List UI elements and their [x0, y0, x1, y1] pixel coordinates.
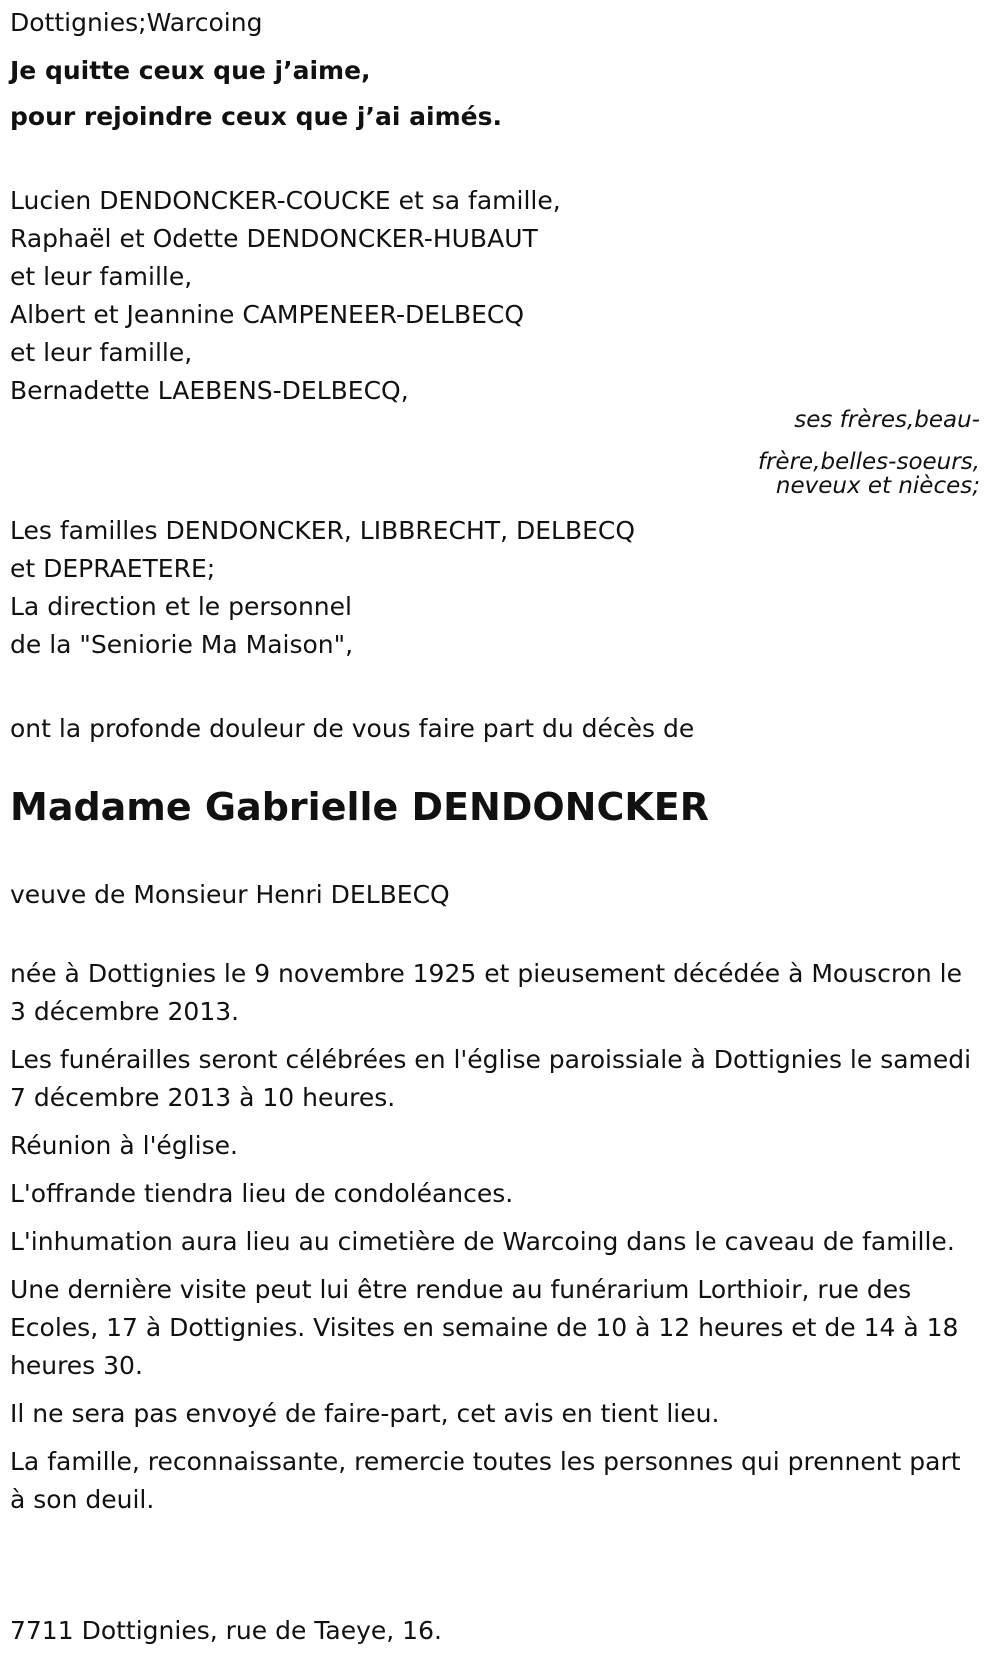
- family-line: Albert et Jeannine CAMPENEER-DELBECQ: [10, 300, 525, 329]
- relation-line-2: frère,belles-soeurs,: [757, 449, 980, 475]
- announcement-text: ont la profonde douleur de vous faire part du décès de: [10, 714, 695, 743]
- detail-paragraph: L'offrande tiendra lieu de condoléances.: [10, 1179, 514, 1208]
- family-line: et leur famille,: [10, 262, 193, 291]
- motto-line-1: Je quitte ceux que j’aime,: [10, 56, 371, 85]
- widow-of-text: veuve de Monsieur Henri DELBECQ: [10, 880, 450, 909]
- deceased-name: Madame Gabrielle DENDONCKER: [10, 785, 710, 829]
- detail-paragraph: née à Dottignies le 9 novembre 1925 et pieusement décédée à Mouscron le 3 décembre 2013.: [10, 959, 962, 1026]
- mourner-line: Les familles DENDONCKER, LIBBRECHT, DELBECQ: [10, 516, 636, 545]
- detail-paragraph: L'inhumation aura lieu au cimetière de Warcoing dans le caveau de famille.: [10, 1227, 955, 1256]
- detail-paragraph: Une dernière visite peut lui être rendue au funérarium Lorthioir, rue des Ecoles, 17 à Dottignies. Visites en semaine de 10 à 12 heures et de 14 à 18 heures 30.: [10, 1275, 959, 1380]
- relation-line-3: neveux et nièces;: [775, 473, 980, 499]
- detail-paragraph: Il ne sera pas envoyé de faire-part, cet avis en tient lieu.: [10, 1399, 720, 1428]
- location-header: Dottignies;Warcoing: [10, 8, 263, 37]
- widow-of: [10, 876, 970, 914]
- address-text: 7711 Dottignies, rue de Taeye, 16.: [10, 1616, 442, 1645]
- funeral-details: [10, 955, 980, 1529]
- motto-line-2: pour rejoindre ceux que j’ai aimés.: [10, 102, 502, 131]
- announcement: [10, 710, 970, 748]
- address: [10, 1612, 970, 1650]
- obituary-notice: [10, 0, 980, 410]
- mourner-line: et DEPRAETERE;: [10, 554, 216, 583]
- relation-line-1: ses frères,beau-: [794, 407, 980, 433]
- mourner-line: de la "Seniorie Ma Maison",: [10, 630, 354, 659]
- family-line: Raphaël et Odette DENDONCKER-HUBAUT: [10, 224, 538, 253]
- family-list: [10, 182, 980, 410]
- mourner-line: La direction et le personnel: [10, 592, 352, 621]
- detail-paragraph: La famille, reconnaissante, remercie toutes les personnes qui prennent part à son deuil.: [10, 1447, 961, 1514]
- family-line: et leur famille,: [10, 338, 193, 367]
- family-line: Bernadette LAEBENS-DELBECQ,: [10, 376, 409, 405]
- detail-paragraph: Les funérailles seront célébrées en l'église paroissiale à Dottignies le samedi 7 décembre 2013 à 10 heures.: [10, 1045, 972, 1112]
- detail-paragraph: Réunion à l'église.: [10, 1131, 238, 1160]
- other-mourners: [10, 512, 970, 664]
- family-relation: [758, 408, 980, 498]
- family-line: Lucien DENDONCKER-COUCKE et sa famille,: [10, 186, 561, 215]
